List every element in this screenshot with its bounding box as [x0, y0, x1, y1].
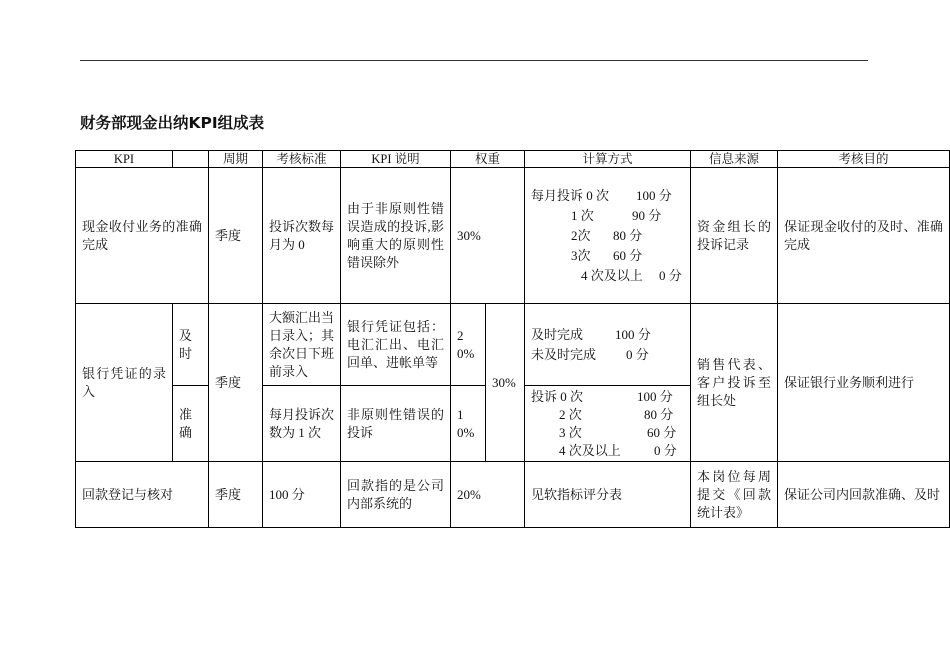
table-header-calculation: 计算方式: [525, 151, 691, 168]
calculation-line: [531, 206, 684, 226]
purpose-cell: 保证银行业务顺利进行: [778, 304, 950, 462]
table-header-period: 周期: [209, 151, 263, 168]
standard-cell: 投诉次数每月为 0: [263, 168, 341, 304]
table-header-description: KPI 说明: [341, 151, 451, 168]
calculation-score: 100 分: [636, 187, 672, 203]
calculation-list: [531, 388, 684, 460]
calculation-list: [531, 186, 684, 286]
calculation-line: [531, 246, 684, 266]
source-cell: 销售代表、客户投诉至组长处: [691, 304, 778, 462]
kpi-name-cell: 回款登记与核对: [76, 462, 209, 528]
calculation-cell: 见软指标评分表: [525, 462, 691, 528]
calculation-cell: [525, 304, 691, 386]
period-cell: 季度: [209, 304, 263, 462]
calculation-cell: [525, 386, 691, 462]
calculation-score: 100 分: [615, 326, 651, 342]
sub-weight-cell: 20%: [451, 304, 486, 386]
description-cell: 由于非原则性错误造成的投诉,影响重大的原则性错误除外: [341, 168, 451, 304]
calculation-line: [531, 226, 684, 246]
calculation-label: 3次: [571, 247, 591, 263]
calculation-score: 0 分: [654, 442, 677, 458]
purpose-cell: 保证现金收付的及时、准确完成: [778, 168, 950, 304]
table-row: [76, 168, 950, 304]
table-header-row: [76, 151, 950, 168]
weight-cell: 30%: [486, 304, 525, 462]
standard-cell: 100 分: [263, 462, 341, 528]
period-cell: 季度: [209, 462, 263, 528]
calculation-score: 60 分: [613, 247, 643, 263]
calculation-score: 80 分: [613, 227, 643, 243]
table-header-source: 信息来源: [691, 151, 778, 168]
calculation-score: 100 分: [637, 388, 673, 404]
description-cell: 银行凭证包括：电汇汇出、电汇回单、进帐单等: [341, 304, 451, 386]
table-header-sub-kpi: [173, 151, 209, 168]
kpi-name-cell: 银行凭证的录入: [76, 304, 173, 462]
header-rule: [80, 60, 868, 61]
sub-kpi-cell: 准确: [173, 386, 209, 462]
kpi-table: [75, 150, 950, 528]
calculation-line: [531, 325, 684, 345]
calculation-line: [531, 442, 684, 460]
calculation-label: 4 次及以上: [581, 267, 643, 283]
kpi-name-cell: 现金收付业务的准确完成: [76, 168, 209, 304]
standard-cell: 每月投诉次数为 1 次: [263, 386, 341, 462]
calculation-label: 2次: [571, 227, 591, 243]
document-title: 财务部现金出纳KPI组成表: [80, 114, 265, 132]
calculation-score: 90 分: [632, 207, 662, 223]
calculation-label: 投诉 0 次: [531, 388, 584, 404]
source-cell: 资金组长的投诉记录: [691, 168, 778, 304]
description-cell: 回款指的是公司内部系统的: [341, 462, 451, 528]
calculation-cell: [525, 168, 691, 304]
period-cell: 季度: [209, 168, 263, 304]
calculation-label: 每月投诉 0 次: [531, 187, 610, 203]
calculation-list: [531, 325, 684, 365]
calculation-line: [531, 266, 684, 286]
source-cell: 本岗位每周提交《回款统计表》: [691, 462, 778, 528]
calculation-line: [531, 424, 684, 442]
table-header-purpose: 考核目的: [778, 151, 950, 168]
calculation-line: [531, 186, 684, 206]
description-cell: 非原则性错误的投诉: [341, 386, 451, 462]
purpose-cell: 保证公司内回款准确、及时: [778, 462, 950, 528]
weight-cell: 30%: [451, 168, 525, 304]
calculation-line: [531, 388, 684, 406]
table-header-weight: 权重: [451, 151, 525, 168]
table-row: [76, 462, 950, 528]
calculation-label: 2 次: [559, 406, 582, 422]
standard-cell: 大额汇出当日录入；其余次日下班前录入: [263, 304, 341, 386]
table-row: [76, 304, 950, 386]
sub-weight-cell: 10%: [451, 386, 486, 462]
calculation-label: 3 次: [559, 424, 582, 440]
table-header-standard: 考核标准: [263, 151, 341, 168]
calculation-score: 0 分: [659, 267, 682, 283]
calculation-score: 0 分: [626, 346, 649, 362]
calculation-label: 1 次: [571, 207, 594, 223]
calculation-label: 未及时完成: [531, 346, 597, 362]
calculation-line: [531, 406, 684, 424]
calculation-label: 4 次及以上: [559, 442, 621, 458]
calculation-line: [531, 345, 684, 365]
weight-cell: 20%: [451, 462, 525, 528]
calculation-label: 及时完成: [531, 326, 584, 342]
calculation-score: 60 分: [647, 424, 677, 440]
sub-kpi-cell: 及时: [173, 304, 209, 386]
table-header-kpi: KPI: [76, 151, 173, 168]
calculation-score: 80 分: [644, 406, 674, 422]
